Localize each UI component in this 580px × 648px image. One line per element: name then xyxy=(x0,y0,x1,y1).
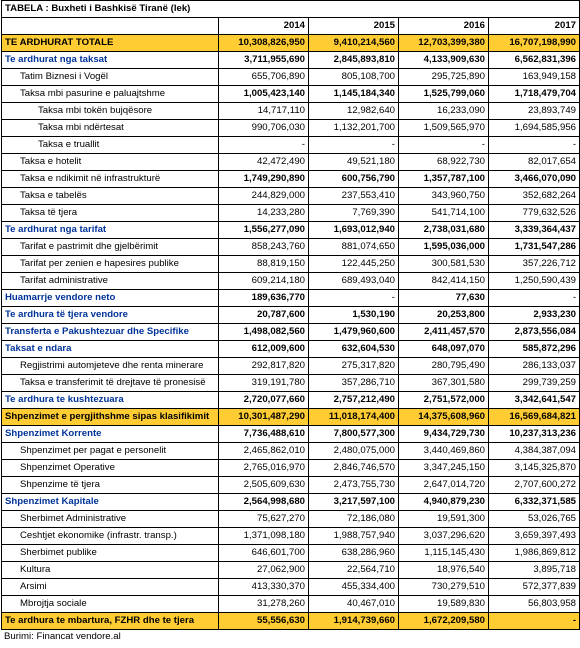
year-header-2014[interactable]: 2014 xyxy=(219,18,309,35)
row-label-cell[interactable]: Tarifat per zenien e hapesires publike xyxy=(2,256,219,273)
value-cell-2016[interactable]: 77,630 xyxy=(399,290,489,307)
value-cell-2014[interactable]: - xyxy=(219,137,309,154)
value-cell-2016[interactable]: 1,672,209,580 xyxy=(399,613,489,630)
value-cell-2016[interactable]: 541,714,100 xyxy=(399,205,489,222)
table-row xyxy=(2,188,580,205)
value-cell-2014[interactable]: 31,278,260 xyxy=(219,596,309,613)
value-cell-2014[interactable]: 990,706,030 xyxy=(219,120,309,137)
value-cell-2017[interactable]: 352,682,264 xyxy=(489,188,580,205)
row-label-cell[interactable]: Te ardhura të tjera vendore xyxy=(2,307,219,324)
row-label-cell[interactable]: Taksa mbi tokën bujqësore xyxy=(2,103,219,120)
row-label-cell[interactable]: Taksa e tabelës xyxy=(2,188,219,205)
row-label-cell[interactable]: Mbrojtja sociale xyxy=(2,596,219,613)
value-cell-2016[interactable]: 4,133,909,630 xyxy=(399,52,489,69)
value-cell-2016[interactable]: 648,097,070 xyxy=(399,341,489,358)
value-cell-2017[interactable]: - xyxy=(489,290,580,307)
table-row xyxy=(2,579,580,596)
value-cell-2016[interactable]: 367,301,580 xyxy=(399,375,489,392)
budget-table-body xyxy=(2,1,580,630)
table-row xyxy=(2,409,580,426)
value-cell-2014[interactable]: 2,465,862,010 xyxy=(219,443,309,460)
value-cell-2017[interactable]: 3,145,325,870 xyxy=(489,460,580,477)
value-cell-2016[interactable]: 1,357,787,100 xyxy=(399,171,489,188)
year-header-2015[interactable]: 2015 xyxy=(309,18,399,35)
table-row xyxy=(2,494,580,511)
row-label-cell[interactable]: Huamarrje vendore neto xyxy=(2,290,219,307)
table-row xyxy=(2,341,580,358)
value-cell-2015[interactable]: 1,914,739,660 xyxy=(309,613,399,630)
row-label-cell[interactable]: Transferta e Pakushtezuar dhe Specifike xyxy=(2,324,219,341)
table-row xyxy=(2,154,580,171)
value-cell-2017[interactable]: 1,694,585,956 xyxy=(489,120,580,137)
value-cell-2014[interactable]: 42,472,490 xyxy=(219,154,309,171)
value-cell-2015[interactable]: 2,473,755,730 xyxy=(309,477,399,494)
value-cell-2014[interactable]: 2,505,609,630 xyxy=(219,477,309,494)
value-cell-2016[interactable]: 295,725,890 xyxy=(399,69,489,86)
table-row xyxy=(2,120,580,137)
value-cell-2016[interactable]: 20,253,800 xyxy=(399,307,489,324)
table-row xyxy=(2,528,580,545)
value-cell-2014[interactable]: 2,564,998,680 xyxy=(219,494,309,511)
value-cell-2014[interactable]: 1,749,290,890 xyxy=(219,171,309,188)
table-row xyxy=(2,273,580,290)
year-header-2016[interactable]: 2016 xyxy=(399,18,489,35)
value-cell-2017[interactable]: 1,986,869,812 xyxy=(489,545,580,562)
table-title[interactable]: TABELA : Buxheti i Bashkisë Tiranë (lek) xyxy=(2,1,580,18)
value-cell-2017[interactable]: 6,562,831,396 xyxy=(489,52,580,69)
value-cell-2016[interactable]: 3,037,296,620 xyxy=(399,528,489,545)
value-cell-2017[interactable]: 16,707,198,990 xyxy=(489,35,580,52)
value-cell-2017[interactable]: 2,707,600,272 xyxy=(489,477,580,494)
row-label-cell[interactable]: TE ARDHURAT TOTALE xyxy=(2,35,219,52)
value-cell-2016[interactable]: 2,738,031,680 xyxy=(399,222,489,239)
value-cell-2017[interactable]: 585,872,296 xyxy=(489,341,580,358)
value-cell-2015[interactable]: 638,286,960 xyxy=(309,545,399,562)
row-label-cell[interactable]: Ceshtjet ekonomike (infrastr. transp.) xyxy=(2,528,219,545)
value-cell-2015[interactable]: 357,286,710 xyxy=(309,375,399,392)
value-cell-2017[interactable]: 357,226,712 xyxy=(489,256,580,273)
table-row xyxy=(2,511,580,528)
table-row xyxy=(2,86,580,103)
value-cell-2015[interactable]: 2,845,893,810 xyxy=(309,52,399,69)
row-label-cell[interactable]: Sherbimet Administrative xyxy=(2,511,219,528)
table-row xyxy=(2,290,580,307)
value-cell-2014[interactable]: 14,717,110 xyxy=(219,103,309,120)
table-row xyxy=(2,239,580,256)
value-cell-2014[interactable]: 858,243,760 xyxy=(219,239,309,256)
value-cell-2015[interactable]: 7,769,390 xyxy=(309,205,399,222)
value-cell-2017[interactable]: - xyxy=(489,137,580,154)
value-cell-2016[interactable]: 9,434,729,730 xyxy=(399,426,489,443)
value-cell-2015[interactable]: 275,317,820 xyxy=(309,358,399,375)
row-label-cell[interactable]: Shpenzimet Korrente xyxy=(2,426,219,443)
value-cell-2016[interactable]: 1,595,036,000 xyxy=(399,239,489,256)
table-row xyxy=(2,324,580,341)
table-row xyxy=(2,307,580,324)
value-cell-2015[interactable]: 1,132,201,700 xyxy=(309,120,399,137)
value-cell-2015[interactable]: 1,530,190 xyxy=(309,307,399,324)
table-row xyxy=(2,392,580,409)
year-header-row xyxy=(2,18,580,35)
value-cell-2015[interactable]: 9,410,214,560 xyxy=(309,35,399,52)
value-cell-2016[interactable]: 3,440,469,860 xyxy=(399,443,489,460)
value-cell-2017[interactable]: 2,873,556,084 xyxy=(489,324,580,341)
value-cell-2015[interactable]: 2,846,746,570 xyxy=(309,460,399,477)
value-cell-2014[interactable]: 1,498,082,560 xyxy=(219,324,309,341)
value-cell-2016[interactable]: - xyxy=(399,137,489,154)
table-row xyxy=(2,426,580,443)
row-label-cell[interactable]: Shpenzimet Kapitale xyxy=(2,494,219,511)
value-cell-2016[interactable]: 16,233,090 xyxy=(399,103,489,120)
row-label-cell[interactable]: Sherbimet publike xyxy=(2,545,219,562)
value-cell-2015[interactable]: 1,145,184,340 xyxy=(309,86,399,103)
value-cell-2014[interactable]: 1,371,098,180 xyxy=(219,528,309,545)
value-cell-2015[interactable]: 237,553,410 xyxy=(309,188,399,205)
row-label-cell[interactable]: Regjistrimi automjeteve dhe renta minerare xyxy=(2,358,219,375)
value-cell-2016[interactable]: 1,525,799,060 xyxy=(399,86,489,103)
value-cell-2016[interactable]: 1,115,145,430 xyxy=(399,545,489,562)
value-cell-2016[interactable]: 730,279,510 xyxy=(399,579,489,596)
value-cell-2014[interactable]: 88,819,150 xyxy=(219,256,309,273)
row-label-cell[interactable]: Te ardhura te kushtezuara xyxy=(2,392,219,409)
row-label-cell[interactable]: Te ardhura te mbartura, FZHR dhe te tjera xyxy=(2,613,219,630)
value-cell-2014[interactable]: 27,062,900 xyxy=(219,562,309,579)
value-cell-2016[interactable]: 300,581,530 xyxy=(399,256,489,273)
value-cell-2017[interactable]: 1,731,547,286 xyxy=(489,239,580,256)
value-cell-2017[interactable]: 1,718,479,704 xyxy=(489,86,580,103)
value-cell-2014[interactable]: 55,556,630 xyxy=(219,613,309,630)
row-label-cell[interactable]: Kultura xyxy=(2,562,219,579)
value-cell-2016[interactable]: 68,922,730 xyxy=(399,154,489,171)
budget-table xyxy=(1,0,580,630)
value-cell-2015[interactable]: 122,445,250 xyxy=(309,256,399,273)
value-cell-2015[interactable]: 12,982,640 xyxy=(309,103,399,120)
value-cell-2015[interactable]: 49,521,180 xyxy=(309,154,399,171)
value-cell-2015[interactable]: 881,074,650 xyxy=(309,239,399,256)
row-label-cell[interactable]: Tatim Biznesi i Vogël xyxy=(2,69,219,86)
value-cell-2016[interactable]: 343,960,750 xyxy=(399,188,489,205)
value-cell-2015[interactable]: 455,334,400 xyxy=(309,579,399,596)
value-cell-2017[interactable]: 3,339,364,437 xyxy=(489,222,580,239)
value-cell-2017[interactable]: 286,133,037 xyxy=(489,358,580,375)
value-cell-2015[interactable]: 1,693,012,940 xyxy=(309,222,399,239)
value-cell-2017[interactable]: 82,017,654 xyxy=(489,154,580,171)
value-cell-2015[interactable]: 689,493,040 xyxy=(309,273,399,290)
row-label-cell[interactable]: Taksa mbi ndërtesat xyxy=(2,120,219,137)
header-blank-cell[interactable] xyxy=(2,18,219,35)
value-cell-2016[interactable]: 280,795,490 xyxy=(399,358,489,375)
value-cell-2015[interactable]: 3,217,597,100 xyxy=(309,494,399,511)
row-label-cell[interactable]: Taksa e truallit xyxy=(2,137,219,154)
value-cell-2016[interactable]: 1,509,565,970 xyxy=(399,120,489,137)
value-cell-2017[interactable]: 3,659,397,493 xyxy=(489,528,580,545)
value-cell-2015[interactable]: 600,756,790 xyxy=(309,171,399,188)
row-label-cell[interactable]: Shpenzime të tjera xyxy=(2,477,219,494)
value-cell-2017[interactable]: 1,250,590,439 xyxy=(489,273,580,290)
value-cell-2017[interactable]: 53,026,765 xyxy=(489,511,580,528)
value-cell-2014[interactable]: 609,214,180 xyxy=(219,273,309,290)
table-row xyxy=(2,137,580,154)
row-label-cell[interactable]: Tarifat e pastrimit dhe gjelbërimit xyxy=(2,239,219,256)
row-label-cell[interactable]: Taksat e ndara xyxy=(2,341,219,358)
value-cell-2016[interactable]: 2,647,014,720 xyxy=(399,477,489,494)
row-label-cell[interactable]: Shpenzimet Operative xyxy=(2,460,219,477)
row-label-cell[interactable]: Arsimi xyxy=(2,579,219,596)
value-cell-2017[interactable]: - xyxy=(489,613,580,630)
value-cell-2014[interactable]: 1,556,277,090 xyxy=(219,222,309,239)
value-cell-2017[interactable]: 23,893,749 xyxy=(489,103,580,120)
row-label-cell[interactable]: Taksa mbi pasurine e paluajtshme xyxy=(2,86,219,103)
value-cell-2016[interactable]: 14,375,608,960 xyxy=(399,409,489,426)
table-title-row xyxy=(2,1,580,18)
value-cell-2014[interactable]: 2,765,016,970 xyxy=(219,460,309,477)
table-row xyxy=(2,477,580,494)
value-cell-2016[interactable]: 2,751,572,000 xyxy=(399,392,489,409)
value-cell-2017[interactable]: 3,466,070,090 xyxy=(489,171,580,188)
value-cell-2015[interactable]: 2,480,075,000 xyxy=(309,443,399,460)
value-cell-2017[interactable]: 16,569,684,821 xyxy=(489,409,580,426)
value-cell-2014[interactable]: 655,706,890 xyxy=(219,69,309,86)
value-cell-2015[interactable]: 2,757,212,490 xyxy=(309,392,399,409)
row-label-cell[interactable]: Te ardhurat nga tarifat xyxy=(2,222,219,239)
value-cell-2016[interactable]: 19,591,300 xyxy=(399,511,489,528)
table-row xyxy=(2,256,580,273)
value-cell-2015[interactable]: 1,988,757,940 xyxy=(309,528,399,545)
value-cell-2017[interactable]: 56,803,958 xyxy=(489,596,580,613)
value-cell-2015[interactable]: 22,564,710 xyxy=(309,562,399,579)
row-label-cell[interactable]: Taksa e hotelit xyxy=(2,154,219,171)
row-label-cell[interactable]: Taksa e transferimit të drejtave të pronesisë xyxy=(2,375,219,392)
value-cell-2015[interactable]: 40,467,010 xyxy=(309,596,399,613)
value-cell-2015[interactable]: 1,479,960,600 xyxy=(309,324,399,341)
value-cell-2014[interactable]: 2,720,077,660 xyxy=(219,392,309,409)
table-row xyxy=(2,171,580,188)
row-label-cell[interactable]: Te ardhurat nga taksat xyxy=(2,52,219,69)
row-label-cell[interactable]: Tarifat administrative xyxy=(2,273,219,290)
value-cell-2017[interactable]: 3,342,641,547 xyxy=(489,392,580,409)
value-cell-2016[interactable]: 2,411,457,570 xyxy=(399,324,489,341)
value-cell-2015[interactable]: 11,018,174,400 xyxy=(309,409,399,426)
value-cell-2017[interactable]: 10,237,313,236 xyxy=(489,426,580,443)
source-note: Burimi: Financat vendore.al xyxy=(4,631,121,642)
table-row xyxy=(2,52,580,69)
value-cell-2016[interactable]: 4,940,879,230 xyxy=(399,494,489,511)
value-cell-2014[interactable]: 75,627,270 xyxy=(219,511,309,528)
table-row xyxy=(2,613,580,630)
value-cell-2017[interactable]: 572,377,839 xyxy=(489,579,580,596)
value-cell-2015[interactable]: 7,800,577,300 xyxy=(309,426,399,443)
table-row xyxy=(2,375,580,392)
value-cell-2014[interactable]: 413,330,370 xyxy=(219,579,309,596)
value-cell-2015[interactable]: - xyxy=(309,290,399,307)
row-label-cell[interactable]: Shpenzimet e pergjithshme sipas klasifikimit xyxy=(2,409,219,426)
table-row xyxy=(2,69,580,86)
value-cell-2014[interactable]: 612,009,600 xyxy=(219,341,309,358)
value-cell-2016[interactable]: 19,589,830 xyxy=(399,596,489,613)
value-cell-2015[interactable]: 72,186,080 xyxy=(309,511,399,528)
row-label-cell[interactable]: Shpenzimet per pagat e personelit xyxy=(2,443,219,460)
value-cell-2014[interactable]: 3,711,955,690 xyxy=(219,52,309,69)
value-cell-2014[interactable]: 10,308,826,950 xyxy=(219,35,309,52)
value-cell-2017[interactable]: 4,384,387,094 xyxy=(489,443,580,460)
value-cell-2016[interactable]: 18,976,540 xyxy=(399,562,489,579)
value-cell-2017[interactable]: 163,949,158 xyxy=(489,69,580,86)
row-label-cell[interactable]: Taksa të tjera xyxy=(2,205,219,222)
table-row xyxy=(2,460,580,477)
value-cell-2014[interactable]: 646,601,700 xyxy=(219,545,309,562)
value-cell-2014[interactable]: 244,829,000 xyxy=(219,188,309,205)
value-cell-2014[interactable]: 14,233,280 xyxy=(219,205,309,222)
value-cell-2014[interactable]: 319,191,780 xyxy=(219,375,309,392)
value-cell-2014[interactable]: 292,817,820 xyxy=(219,358,309,375)
value-cell-2017[interactable]: 779,632,526 xyxy=(489,205,580,222)
table-row xyxy=(2,358,580,375)
value-cell-2014[interactable]: 7,736,488,610 xyxy=(219,426,309,443)
value-cell-2017[interactable]: 299,739,259 xyxy=(489,375,580,392)
table-row xyxy=(2,35,580,52)
value-cell-2015[interactable]: 632,604,530 xyxy=(309,341,399,358)
value-cell-2014[interactable]: 20,787,600 xyxy=(219,307,309,324)
year-header-2017[interactable]: 2017 xyxy=(489,18,580,35)
table-row xyxy=(2,205,580,222)
value-cell-2016[interactable]: 3,347,245,150 xyxy=(399,460,489,477)
table-row xyxy=(2,103,580,120)
value-cell-2017[interactable]: 3,895,718 xyxy=(489,562,580,579)
row-label-cell[interactable]: Taksa e ndikimit në infrastrukturë xyxy=(2,171,219,188)
value-cell-2015[interactable]: 805,108,700 xyxy=(309,69,399,86)
table-row xyxy=(2,596,580,613)
table-row xyxy=(2,545,580,562)
value-cell-2017[interactable]: 6,332,371,585 xyxy=(489,494,580,511)
value-cell-2015[interactable]: - xyxy=(309,137,399,154)
value-cell-2014[interactable]: 189,636,770 xyxy=(219,290,309,307)
value-cell-2016[interactable]: 842,414,150 xyxy=(399,273,489,290)
value-cell-2014[interactable]: 10,301,487,290 xyxy=(219,409,309,426)
value-cell-2014[interactable]: 1,005,423,140 xyxy=(219,86,309,103)
table-row xyxy=(2,562,580,579)
table-row xyxy=(2,443,580,460)
value-cell-2017[interactable]: 2,933,230 xyxy=(489,307,580,324)
table-row xyxy=(2,222,580,239)
value-cell-2016[interactable]: 12,703,399,380 xyxy=(399,35,489,52)
